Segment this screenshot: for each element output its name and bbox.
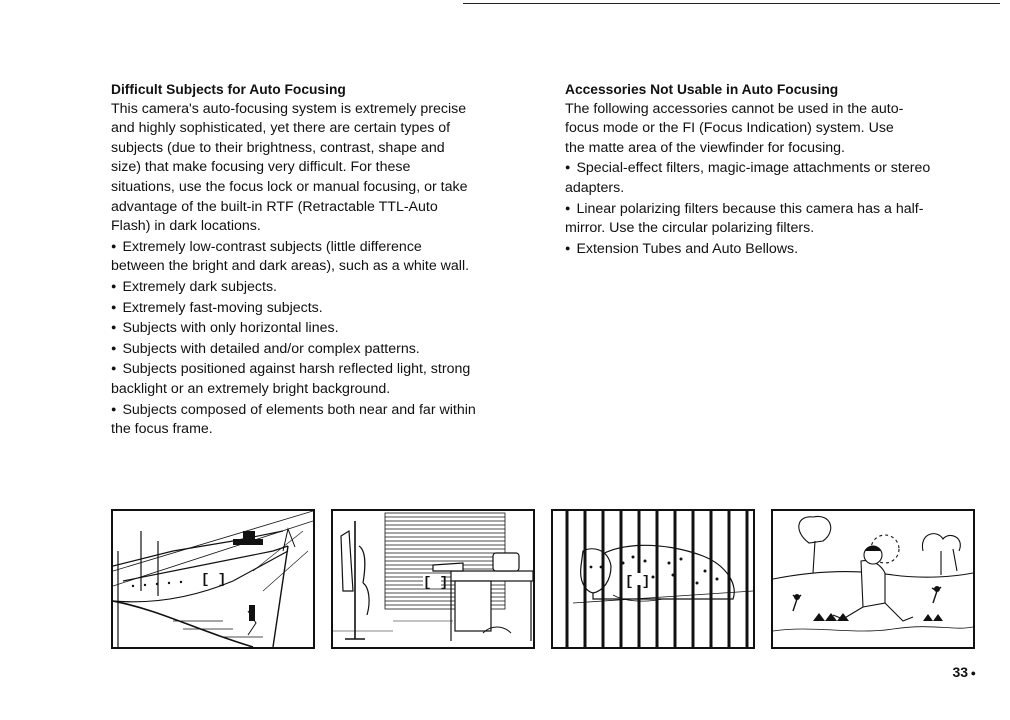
body-line: Flash) in dark locations. <box>111 218 261 235</box>
office-drawing <box>333 511 533 647</box>
body-line: This camera's auto-focusing system is extremely precise <box>111 100 467 117</box>
bullet-continuation: the focus frame. <box>111 421 213 438</box>
illustration-child <box>771 509 975 649</box>
bullet-line: ● Subjects with detailed and/or complex patterns. <box>111 339 531 360</box>
bullet-continuation: mirror. Use the circular polarizing filters. <box>565 220 815 237</box>
body-line: advantage of the built-in RTF (Retractable TTL-Auto <box>111 198 438 215</box>
body-line: The following accessories cannot be used in the auto- <box>565 100 904 117</box>
bullet-line: ● Subjects composed of elements both near and far within <box>111 400 531 421</box>
body-line: focus mode or the FI (Focus Indication) system. Use <box>565 120 894 137</box>
illustration-ship <box>111 509 315 649</box>
illustration-cheetah <box>551 509 755 649</box>
bullet-line: ● Extension Tubes and Auto Bellows. <box>565 239 985 260</box>
focus-frame-mark: [ ] <box>201 572 227 588</box>
bullet-line: ● Subjects with only horizontal lines. <box>111 318 531 339</box>
bullet-line: ● Extremely fast-moving subjects. <box>111 298 531 319</box>
bullet-line: ● Linear polarizing filters because this camera has a half- <box>565 199 985 220</box>
focus-frame-mark: [ ] <box>625 574 651 590</box>
page-number: 33 ● <box>952 664 976 680</box>
body-line: situations, use the focus lock or manual focusing, or take <box>111 178 468 195</box>
body-line: subjects (due to their brightness, contrast, shape and <box>111 139 445 156</box>
right-column <box>565 80 985 259</box>
bullet-continuation: adapters. <box>565 179 625 196</box>
bullet-continuation: between the bright and dark areas), such as a white wall. <box>111 258 470 275</box>
body-line: size) that make focusing very difficult. For these <box>111 159 411 176</box>
top-rule <box>463 3 1000 4</box>
bullet-line: ● Extremely low-contrast subjects (little difference <box>111 237 531 258</box>
body-line: the matte area of the viewfinder for focusing. <box>565 139 845 156</box>
body-line: and highly sophisticated, yet there are certain types of <box>111 120 451 137</box>
focus-frame-mark: [ ] <box>423 575 449 591</box>
bullet-line: ● Subjects positioned against harsh reflected light, strong <box>111 359 531 380</box>
bullet-line: ● Extremely dark subjects. <box>111 277 531 298</box>
child-drawing <box>773 511 973 647</box>
cheetah-drawing <box>553 511 753 647</box>
bullet-line: ● Special-effect filters, magic-image attachments or stereo <box>565 158 985 179</box>
section-title: Accessories Not Usable in Auto Focusing <box>565 82 839 97</box>
illustration-office <box>331 509 535 649</box>
section-title: Difficult Subjects for Auto Focusing <box>111 82 346 97</box>
left-column <box>111 80 531 440</box>
ship-drawing <box>113 511 313 647</box>
bullet-continuation: backlight or an extremely bright background. <box>111 380 391 397</box>
